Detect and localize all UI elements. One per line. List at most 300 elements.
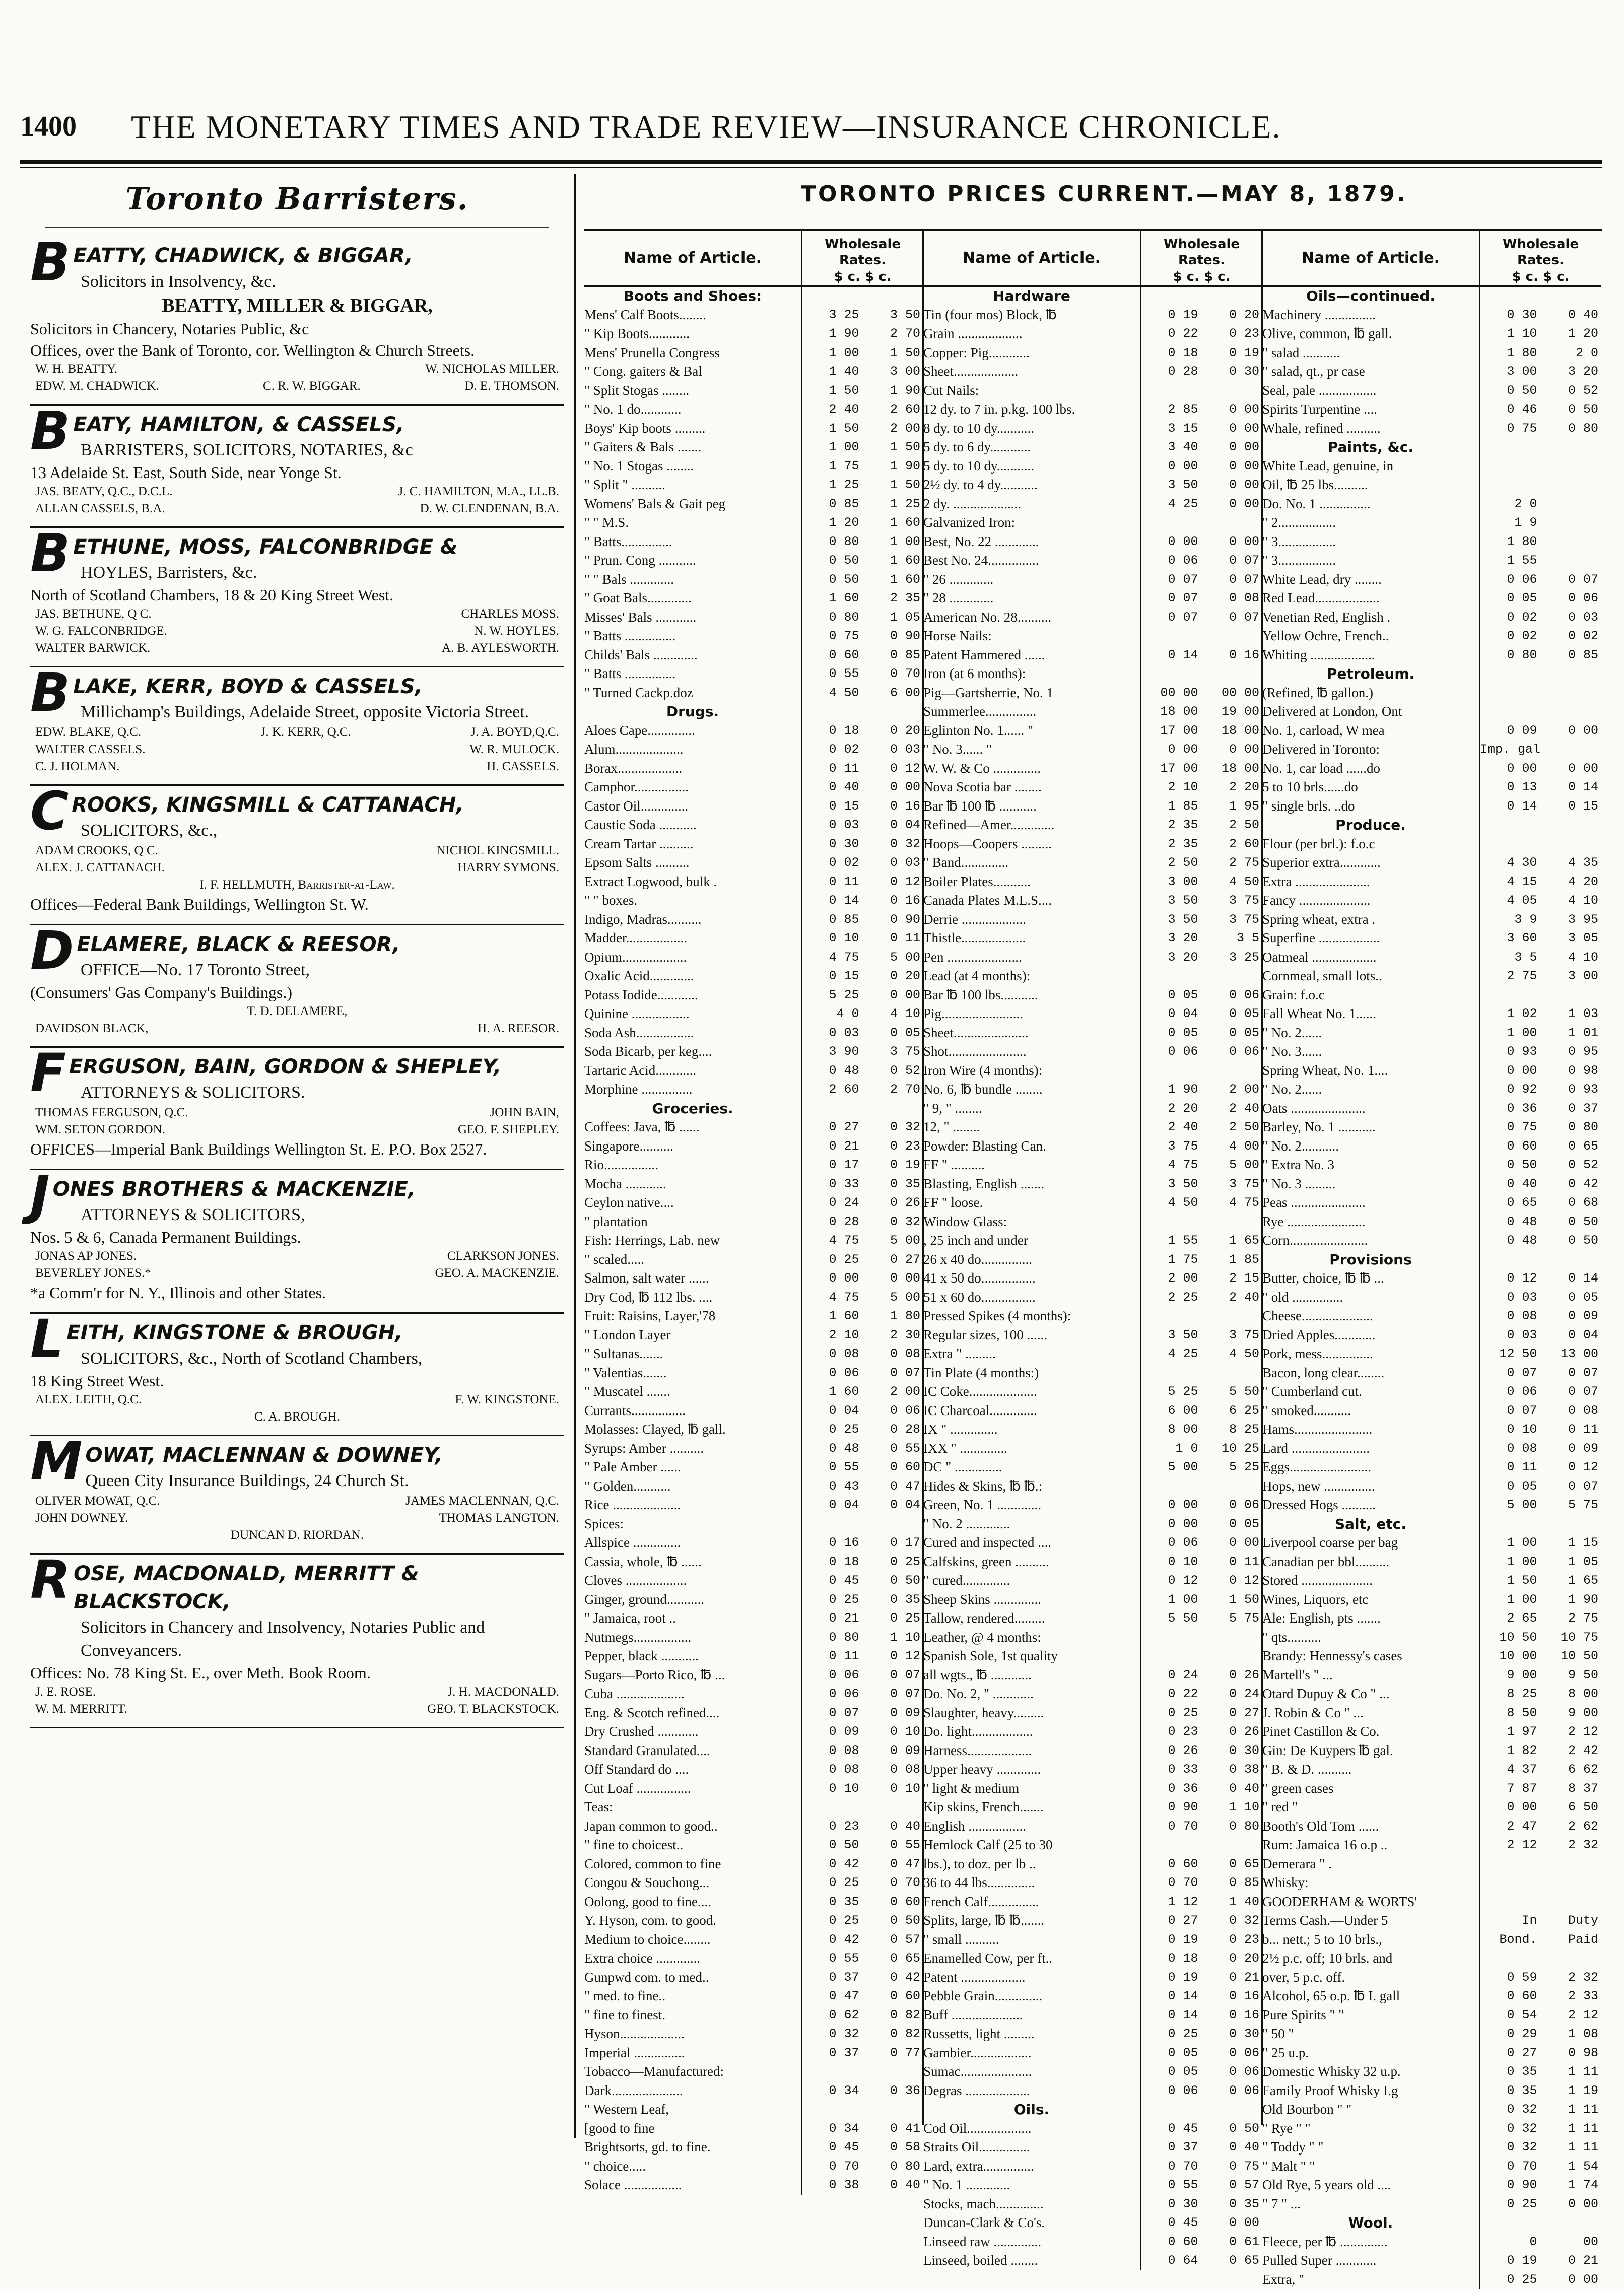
rate-high: 0 65	[1540, 1137, 1602, 1156]
rate-low: 0 09	[1479, 721, 1540, 740]
rate-high: 0 00	[1540, 721, 1602, 740]
rate-low: 0 25	[801, 1911, 862, 1930]
price-row	[1262, 1193, 1601, 1213]
rate-high: 0 00	[862, 1269, 924, 1288]
price-row	[1262, 1647, 1601, 1666]
rate-low: 0 36	[1479, 1099, 1540, 1118]
rate-high: 2 12	[1540, 1722, 1602, 1741]
article-name: Yellow Ochre, French..	[1262, 627, 1479, 646]
rate-high: 4 50	[1201, 1344, 1263, 1364]
partner-name: N. W. HOYLES.	[474, 623, 559, 640]
price-row	[1262, 1722, 1601, 1741]
price-row	[1262, 721, 1601, 740]
price-row	[923, 759, 1262, 778]
price-row	[584, 1893, 923, 1912]
price-row	[923, 1042, 1262, 1061]
rate-high: 0 07	[1540, 570, 1602, 589]
article-name: " " Bals .............	[584, 570, 801, 589]
rate-low: 0 06	[801, 1685, 862, 1704]
rate-low: 0 14	[1140, 646, 1201, 665]
price-row	[923, 381, 1262, 400]
article-name: Pig........................	[923, 1004, 1140, 1024]
price-row	[923, 740, 1262, 759]
article-name: " 3.................	[1262, 532, 1479, 552]
partner-names	[30, 1248, 564, 1265]
rate-high	[1201, 381, 1263, 400]
price-row	[584, 967, 923, 986]
partner-names	[30, 1121, 564, 1138]
firm-card	[30, 1436, 564, 1555]
price-row	[584, 551, 923, 570]
rate-low: 1 90	[1140, 1080, 1201, 1099]
rate-high: 0 90	[862, 910, 924, 929]
price-row	[923, 1175, 1262, 1194]
rate-high: 0 00	[862, 986, 924, 1005]
price-row	[923, 1817, 1262, 1836]
firm-card	[30, 1048, 564, 1170]
rate-low: 0 21	[801, 1609, 862, 1628]
price-row	[584, 1042, 923, 1061]
rate-low: 0 80	[1479, 646, 1540, 665]
rate-low: 4 25	[1140, 1344, 1201, 1364]
rate-low	[801, 2100, 862, 2119]
article-name: Extra ......................	[1262, 872, 1479, 892]
rate-low: 3 20	[1140, 929, 1201, 948]
price-row	[1262, 1949, 1601, 1968]
rate-low: 0 10	[801, 929, 862, 948]
rate-high: 1 85	[1201, 1250, 1263, 1269]
rate-low: 0 06	[1479, 1382, 1540, 1401]
price-row	[1262, 1175, 1601, 1194]
partner-names	[30, 859, 564, 877]
rate-low	[1140, 287, 1201, 306]
article-name: 12, " ........	[923, 1118, 1140, 1137]
rate-low: 1 97	[1479, 1722, 1540, 1741]
rate-low: 4 75	[801, 948, 862, 967]
price-row	[584, 1193, 923, 1213]
rate-low: 0 34	[801, 2081, 862, 2101]
price-row	[1262, 400, 1601, 419]
article-name: " salad ...........	[1262, 344, 1479, 363]
article-name: Pure Spirits " "	[1262, 2006, 1479, 2025]
rate-high	[1540, 438, 1602, 457]
price-row	[1262, 759, 1601, 778]
price-row	[923, 2213, 1262, 2233]
price-row	[923, 1024, 1262, 1043]
rate-high: 0 08	[862, 1344, 924, 1364]
section-heading	[584, 287, 923, 306]
article-name: Venetian Red, English .	[1262, 608, 1479, 627]
price-row	[584, 1968, 923, 1987]
rate-high	[1201, 1647, 1263, 1666]
article-name: " No. 3...... "	[923, 740, 1140, 759]
article-name: Oils.	[923, 2100, 1140, 2119]
rate-high: 1 50	[862, 344, 924, 363]
article-name: Pig—Gartsherrie, No. 1	[923, 684, 1140, 703]
price-row	[923, 1949, 1262, 1968]
rate-high: 1 08	[1540, 2025, 1602, 2044]
partner-name: I. F. HELLMUTH, Barrister-at-Law.	[199, 877, 395, 894]
firm-address: Offices: No. 78 King St. E., over Meth. Book Room.	[30, 1662, 564, 1684]
rates-label: Wholesale Rates.	[1480, 236, 1601, 268]
price-row	[1262, 306, 1601, 325]
article-name: Fruit: Raisins, Layer,'78	[584, 1307, 801, 1326]
article-name: J. Robin & Co " ...	[1262, 1704, 1479, 1723]
article-name: Soda Ash.................	[584, 1024, 801, 1043]
article-name: Cured and inspected ....	[923, 1533, 1140, 1553]
article-name: Lead (at 4 months):	[923, 967, 1140, 986]
rate-low: 0 35	[801, 1893, 862, 1912]
price-row	[584, 1987, 923, 2006]
price-row	[923, 1836, 1262, 1855]
article-name: lbs.), to doz. per lb ..	[923, 1855, 1140, 1874]
price-row	[584, 1855, 923, 1874]
price-row	[584, 1477, 923, 1496]
rate-high: 0 06	[1201, 2062, 1263, 2081]
partner-name: F. W. KINGSTONE.	[455, 1391, 559, 1408]
section-heading	[1262, 816, 1601, 835]
rate-low	[1140, 627, 1201, 646]
rate-low: 0 18	[1140, 1949, 1201, 1968]
rate-low: 0 65	[1479, 1193, 1540, 1213]
price-row	[923, 835, 1262, 854]
rate-low: 0 02	[801, 853, 862, 872]
rate-high: 10 75	[1540, 1628, 1602, 1647]
rate-low: 5 00	[1140, 1458, 1201, 1477]
article-name: Pulled Super ............	[1262, 2251, 1479, 2270]
rate-low: 0 27	[801, 1118, 862, 1137]
price-row	[1262, 1968, 1601, 1987]
rate-high: 5 00	[862, 1231, 924, 1250]
partner-name: C. A. BROUGH.	[254, 1408, 340, 1426]
rate-low: 1 50	[1479, 1571, 1540, 1590]
article-name: 26 x 40 do...............	[923, 1250, 1140, 1269]
rate-high	[1540, 1949, 1602, 1968]
price-row	[1262, 1855, 1601, 1874]
rate-high: 0 38	[1201, 1760, 1263, 1779]
article-name: Whisky:	[1262, 1873, 1479, 1893]
rate-high: 0 07	[1201, 570, 1263, 589]
rate-high: 4 75	[1201, 1193, 1263, 1213]
rate-low: 0 25	[1140, 1704, 1201, 1723]
rate-high: 0 50	[1540, 400, 1602, 419]
rate-low: 0 06	[1140, 1533, 1201, 1553]
rate-high: 0 75	[1201, 2157, 1263, 2176]
rate-low: 1 80	[1479, 532, 1540, 552]
price-row	[584, 362, 923, 381]
price-row	[584, 684, 923, 703]
rate-low: 0 26	[1140, 1741, 1201, 1761]
rate-high: 1 90	[862, 381, 924, 400]
rate-low: 0 14	[801, 891, 862, 910]
price-row	[923, 324, 1262, 344]
price-row	[584, 589, 923, 608]
rate-low: 1 55	[1140, 1231, 1201, 1250]
firm-footer: Offices—Federal Bank Buildings, Wellington St. W.	[30, 894, 564, 915]
article-name: " fine to finest.	[584, 2006, 801, 2025]
article-name: Oatmeal ...................	[1262, 948, 1479, 967]
rate-low: 3 00	[1479, 362, 1540, 381]
price-row	[584, 835, 923, 854]
article-name: Rye .......................	[1262, 1213, 1479, 1232]
rate-high: 0 16	[1201, 1987, 1263, 2006]
partner-name: W. M. MERRITT.	[35, 1701, 127, 1718]
rate-low	[1479, 835, 1540, 854]
rate-low: 0 03	[1479, 1288, 1540, 1307]
firm-name-text: ROOKS, KINGSMILL & CATTANACH,	[72, 793, 463, 817]
article-name: Iron (at 6 months):	[923, 664, 1140, 684]
rate-high	[1540, 835, 1602, 854]
firm-detail: Millichamp's Buildings, Adelaide Street, opposite Victoria Street.	[30, 701, 564, 724]
rate-low: 0 10	[1140, 1553, 1201, 1572]
price-row	[584, 1213, 923, 1232]
firm-card	[30, 1170, 564, 1314]
price-row	[1262, 608, 1601, 627]
price-row	[584, 1156, 923, 1175]
price-row	[584, 1817, 923, 1836]
article-name: Hoops—Coopers .........	[923, 835, 1140, 854]
rate-high: 1 65	[1201, 1231, 1263, 1250]
rate-high	[1540, 476, 1602, 495]
rate-high: 0 98	[1540, 1061, 1602, 1081]
rate-low: 0 19	[1140, 306, 1201, 325]
article-name: Cod Oil...................	[923, 2119, 1140, 2138]
price-row	[1262, 1571, 1601, 1590]
rate-low: 2 47	[1479, 1817, 1540, 1836]
rate-low: 0 55	[801, 664, 862, 684]
header-rule	[20, 160, 1602, 164]
rate-high: 3 5	[1201, 929, 1263, 948]
rate-low	[1479, 438, 1540, 457]
rate-high	[1540, 2213, 1602, 2233]
column-divider	[574, 174, 576, 2138]
price-row	[923, 1420, 1262, 1439]
rate-low: 0 15	[801, 967, 862, 986]
article-name: " old ...............	[1262, 1288, 1479, 1307]
article-name: No. 6, ℔ bundle ........	[923, 1080, 1140, 1099]
price-row	[584, 1798, 923, 1817]
article-name: Green, No. 1 .............	[923, 1496, 1140, 1515]
rate-low: 0 14	[1479, 797, 1540, 816]
rate-high: 0 04	[1540, 1326, 1602, 1345]
rate-low: 3 50	[1140, 891, 1201, 910]
price-row	[923, 1269, 1262, 1288]
price-row	[923, 1344, 1262, 1364]
rate-low: 0 28	[1140, 362, 1201, 381]
article-name: Blasting, English .......	[923, 1175, 1140, 1194]
price-row	[584, 1061, 923, 1081]
rate-high: 2 0	[1540, 344, 1602, 363]
firm-initial: J	[30, 1175, 50, 1216]
rate-high: 0 32	[862, 1213, 924, 1232]
rate-low: 0 11	[1479, 1458, 1540, 1477]
rate-low: 0 75	[1479, 419, 1540, 438]
article-name: Iron Wire (4 months):	[923, 1061, 1140, 1081]
article-name: Cut Nails:	[923, 381, 1140, 400]
rate-high: 3 20	[1540, 362, 1602, 381]
price-row	[584, 2138, 923, 2157]
partner-name: C. J. HOLMAN.	[35, 758, 119, 775]
price-row	[923, 1004, 1262, 1024]
article-name: Nova Scotia bar ........	[923, 778, 1140, 797]
price-row	[1262, 2270, 1601, 2289]
price-row	[1262, 1307, 1601, 1326]
firm-card	[30, 1555, 564, 1728]
rate-low	[1479, 702, 1540, 721]
price-row	[1262, 1477, 1601, 1496]
rate-low	[1140, 1213, 1201, 1232]
rate-high: 0 21	[1540, 2251, 1602, 2270]
rate-low: 0 70	[1140, 2157, 1201, 2176]
rate-high: 0 07	[1540, 1364, 1602, 1383]
rate-high: 1 50	[862, 438, 924, 457]
rate-high: 0 06	[862, 1401, 924, 1421]
article-name: " Turned Cackp.doz	[584, 684, 801, 703]
price-row	[584, 457, 923, 476]
price-row	[923, 2062, 1262, 2081]
rate-high: 0 16	[1201, 2006, 1263, 2025]
rate-low: 1 02	[1479, 1004, 1540, 1024]
rate-high: 1 60	[862, 513, 924, 532]
rate-high: 0 07	[1201, 608, 1263, 627]
rate-high: 0 40	[1201, 2138, 1263, 2157]
rate-low: 0 32	[1479, 2100, 1540, 2119]
article-name: " Split " ..........	[584, 476, 801, 495]
rate-low: 1 00	[1479, 1590, 1540, 1609]
price-row	[1262, 419, 1601, 438]
article-name: Booth's Old Tom ......	[1262, 1817, 1479, 1836]
rate-high: 0 14	[1540, 778, 1602, 797]
rate-high	[1540, 1893, 1602, 1912]
section-heading	[923, 2100, 1262, 2119]
rate-high	[1201, 967, 1263, 986]
article-name: " Kip Boots............	[584, 324, 801, 344]
rate-high: 0 05	[1540, 1288, 1602, 1307]
price-row	[923, 627, 1262, 646]
partner-names	[30, 1684, 564, 1701]
rate-low: 0 48	[801, 1439, 862, 1458]
price-row	[923, 457, 1262, 476]
rate-low: 0 06	[1140, 2081, 1201, 2101]
rate-low	[1479, 476, 1540, 495]
firm-name	[30, 1175, 564, 1203]
rate-high: 1 20	[1540, 324, 1602, 344]
article-name: Teas:	[584, 1798, 801, 1817]
price-row	[1262, 929, 1601, 948]
rate-high: 2 60	[862, 400, 924, 419]
article-name: Fall Wheat No. 1......	[1262, 1004, 1479, 1024]
rate-high: 0 15	[1540, 797, 1602, 816]
article-name: " Toddy " "	[1262, 2138, 1479, 2157]
rate-high: 19 00	[1201, 702, 1263, 721]
rate-low: 0 07	[1140, 570, 1201, 589]
rate-high: 0 03	[862, 853, 924, 872]
rate-low: 0 14	[1140, 2006, 1201, 2025]
article-name: Borax...................	[584, 759, 801, 778]
article-name: Seal, pale .................	[1262, 381, 1479, 400]
rate-low: 0 70	[1140, 1817, 1201, 1836]
rate-low: 4 75	[801, 1231, 862, 1250]
rate-low: 3 9	[1479, 910, 1540, 929]
article-name: " No. 1 .............	[923, 2176, 1140, 2195]
article-name: " Western Leaf,	[584, 2100, 801, 2119]
article-name: Cloves ..................	[584, 1571, 801, 1590]
rate-high: 3 75	[1201, 1326, 1263, 1345]
firm-detail: ATTORNEYS & SOLICITORS.	[30, 1081, 564, 1104]
article-name: Do. No. 1 ...............	[1262, 495, 1479, 514]
rate-high: 2 62	[1540, 1817, 1602, 1836]
partner-name: HARRY SYMONS.	[457, 859, 559, 877]
partner-names	[30, 623, 564, 640]
rate-low: 1 55	[1479, 551, 1540, 570]
article-name: Oolong, good to fine....	[584, 1893, 801, 1912]
article-name: Extract Logwood, bulk .	[584, 872, 801, 892]
article-name: Fancy .....................	[1262, 891, 1479, 910]
rate-high: 1 00	[862, 532, 924, 552]
price-row	[584, 2119, 923, 2138]
price-row	[923, 2138, 1262, 2157]
article-name: " 9, " ........	[923, 1099, 1140, 1118]
article-name: Childs' Bals .............	[584, 646, 801, 665]
rate-low: 0 32	[801, 2025, 862, 2044]
price-row	[584, 1515, 923, 1534]
article-name: Bacon, long clear........	[1262, 1364, 1479, 1383]
rate-high: 1 11	[1540, 2138, 1602, 2157]
rate-low: 3 60	[1479, 929, 1540, 948]
rate-low: 0 54	[1479, 2006, 1540, 2025]
article-name: " Malt " "	[1262, 2157, 1479, 2176]
article-name: Congou & Souchong...	[584, 1873, 801, 1893]
rate-low: 0 10	[1479, 1420, 1540, 1439]
rate-high: 1 03	[1540, 1004, 1602, 1024]
rate-low: 0 90	[1479, 2176, 1540, 2195]
rate-high: 4 20	[1540, 872, 1602, 892]
rate-low: 0 38	[801, 2176, 862, 2195]
rate-low: 1 75	[1140, 1250, 1201, 1269]
column-header-name: Name of Article.	[584, 231, 801, 285]
rate-high: 0 20	[862, 721, 924, 740]
price-row	[1262, 1496, 1601, 1515]
rate-high: 2 50	[1201, 816, 1263, 835]
article-name: " Extra No. 3	[1262, 1156, 1479, 1175]
article-name: " 2.................	[1262, 513, 1479, 532]
article-name: Oats ......................	[1262, 1099, 1479, 1118]
partner-name: W. R. MULOCK.	[469, 741, 559, 758]
price-row	[1262, 2138, 1601, 2157]
rate-low: 0 07	[1140, 589, 1201, 608]
article-name: Produce.	[1262, 816, 1479, 835]
partner-name: CHARLES MOSS.	[461, 605, 560, 623]
barristers-column	[30, 181, 564, 2116]
price-row	[923, 1968, 1262, 1987]
rate-low: 0 30	[801, 835, 862, 854]
article-name: Sugars—Porto Rico, ℔ ...	[584, 1666, 801, 1685]
rate-high: 5 75	[1201, 1609, 1263, 1628]
rate-high: 0 00	[1201, 400, 1263, 419]
rate-low: 0 33	[1140, 1760, 1201, 1779]
rate-low: 0 33	[801, 1175, 862, 1194]
partner-name: J. E. ROSE.	[35, 1684, 96, 1701]
rate-low: 0 00	[1479, 1061, 1540, 1081]
rate-high	[1540, 1250, 1602, 1269]
price-row	[923, 816, 1262, 835]
price-row	[923, 986, 1262, 1005]
article-name: No. 1, carload, W mea	[1262, 721, 1479, 740]
rate-high: 0 80	[1540, 1118, 1602, 1137]
rate-low: 0 02	[1479, 608, 1540, 627]
price-row	[584, 1571, 923, 1590]
rate-high: 0 14	[1540, 1269, 1602, 1288]
